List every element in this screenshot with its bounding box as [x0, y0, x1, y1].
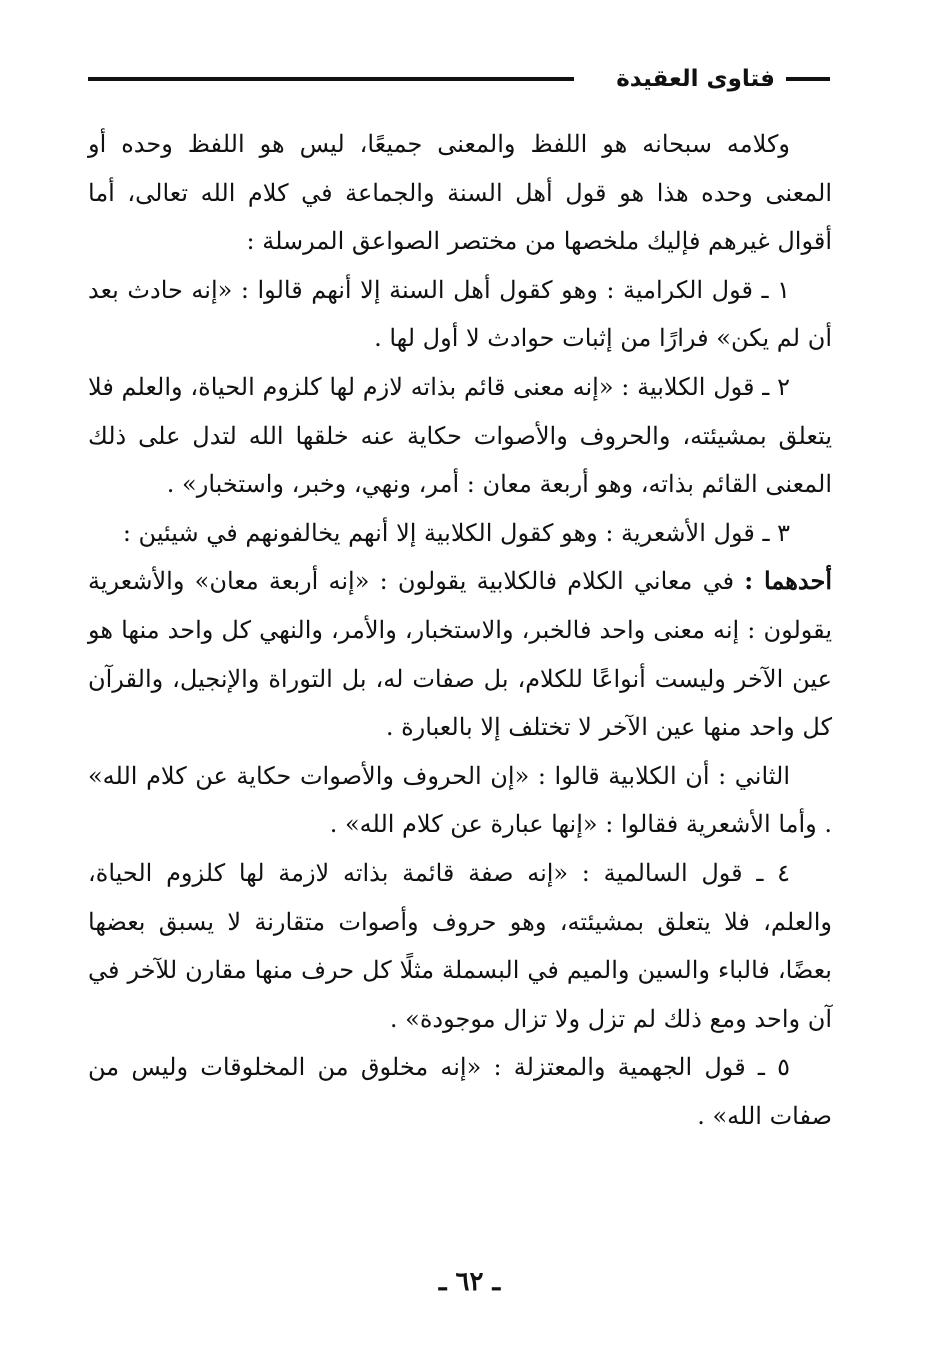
paragraph-text: الثاني : أن الكلابية قالوا : «إن الحروف والأصوات حكاية عن كلام الله» . وأما الأشعرية فقالوا : «إنها عبارة عن كلام الله» . [88, 761, 832, 839]
header-rule-right [786, 77, 830, 81]
paragraph-text: ٥ ـ قول الجهمية والمعتزلة : «إنه مخلوق من المخلوقات وليس من صفات الله» . [88, 1053, 832, 1130]
paragraph-text: ٤ ـ قول السالمية : «إنه صفة قائمة بذاته لازمة لها كلزوم الحياة، والعلم، فلا يتعلق بمشيئته، وهو حروف وأصوات متقارنة لا يسبق بعضها بعضًا، فالباء والسين والميم في البسملة مثلًا كل حرف منها مقارن للآخر في آن واحد ومع ذلك لم تزل ولا تزال موجودة» . [88, 858, 832, 1033]
paragraph-intro [88, 120, 832, 266]
paragraph-text: في معاني الكلام فالكلابية يقولون : «إنه أربعة معان» والأشعرية يقولون : إنه معنى واحد فالخبر، والاستخبار، والأمر، والنهي كل واحد منها هو عين الآخر وليست أنواعًا للكلام، بل صفات له، بل التوراة والإنجيل، والقرآن كل واحد منها عين الآخر لا تختلف إلا بالعبارة . [88, 567, 832, 742]
paragraph-karramiyya [88, 266, 832, 363]
paragraph-text: وكلامه سبحانه هو اللفظ والمعنى جميعًا، ليس هو اللفظ وحده أو المعنى وحده هذا هو قول أهل السنة والجماعة في كلام الله تعالى، أما أقوال غيرهم فإليك ملخصها من مختصر الصواعق المرسلة : [88, 130, 832, 256]
paragraph-salimiyya [88, 849, 832, 1043]
paragraph-kullabiyya [88, 363, 832, 509]
paragraph-text: ١ ـ قول الكرامية : وهو كقول أهل السنة إلا أنهم قالوا : «إنه حادث بعد أن لم يكن» فرارًا من إثبات حوادث لا أول لها . [88, 275, 832, 353]
paragraph-first-difference [88, 557, 832, 751]
paragraph-lead: أحدهما : [744, 566, 832, 596]
paragraph-text: ٣ ـ قول الأشعرية : وهو كقول الكلابية إلا أنهم يخالفونهم في شيئين : [122, 518, 790, 547]
page-body [88, 120, 832, 1140]
paragraph-second-difference [88, 752, 832, 849]
running-header [88, 64, 830, 94]
paragraph-text: ٢ ـ قول الكلابية : «إنه معنى قائم بذاته لازم لها كلزوم الحياة، والعلم فلا يتعلق بمشيئته، والحروف والأصوات حكاية عنه خلقها الله لتدل على ذلك المعنى القائم بذاته، وهو أربعة معان : أمر، ونهي، وخبر، واستخبار» . [88, 372, 832, 499]
paragraph-ashariyya [88, 509, 832, 558]
paragraph-jahmiyya [88, 1043, 832, 1140]
page-number: ـ ٦٢ ـ [438, 1267, 501, 1297]
header-title: فتاوى العقيدة [616, 66, 775, 92]
header-rule-left [88, 77, 574, 81]
